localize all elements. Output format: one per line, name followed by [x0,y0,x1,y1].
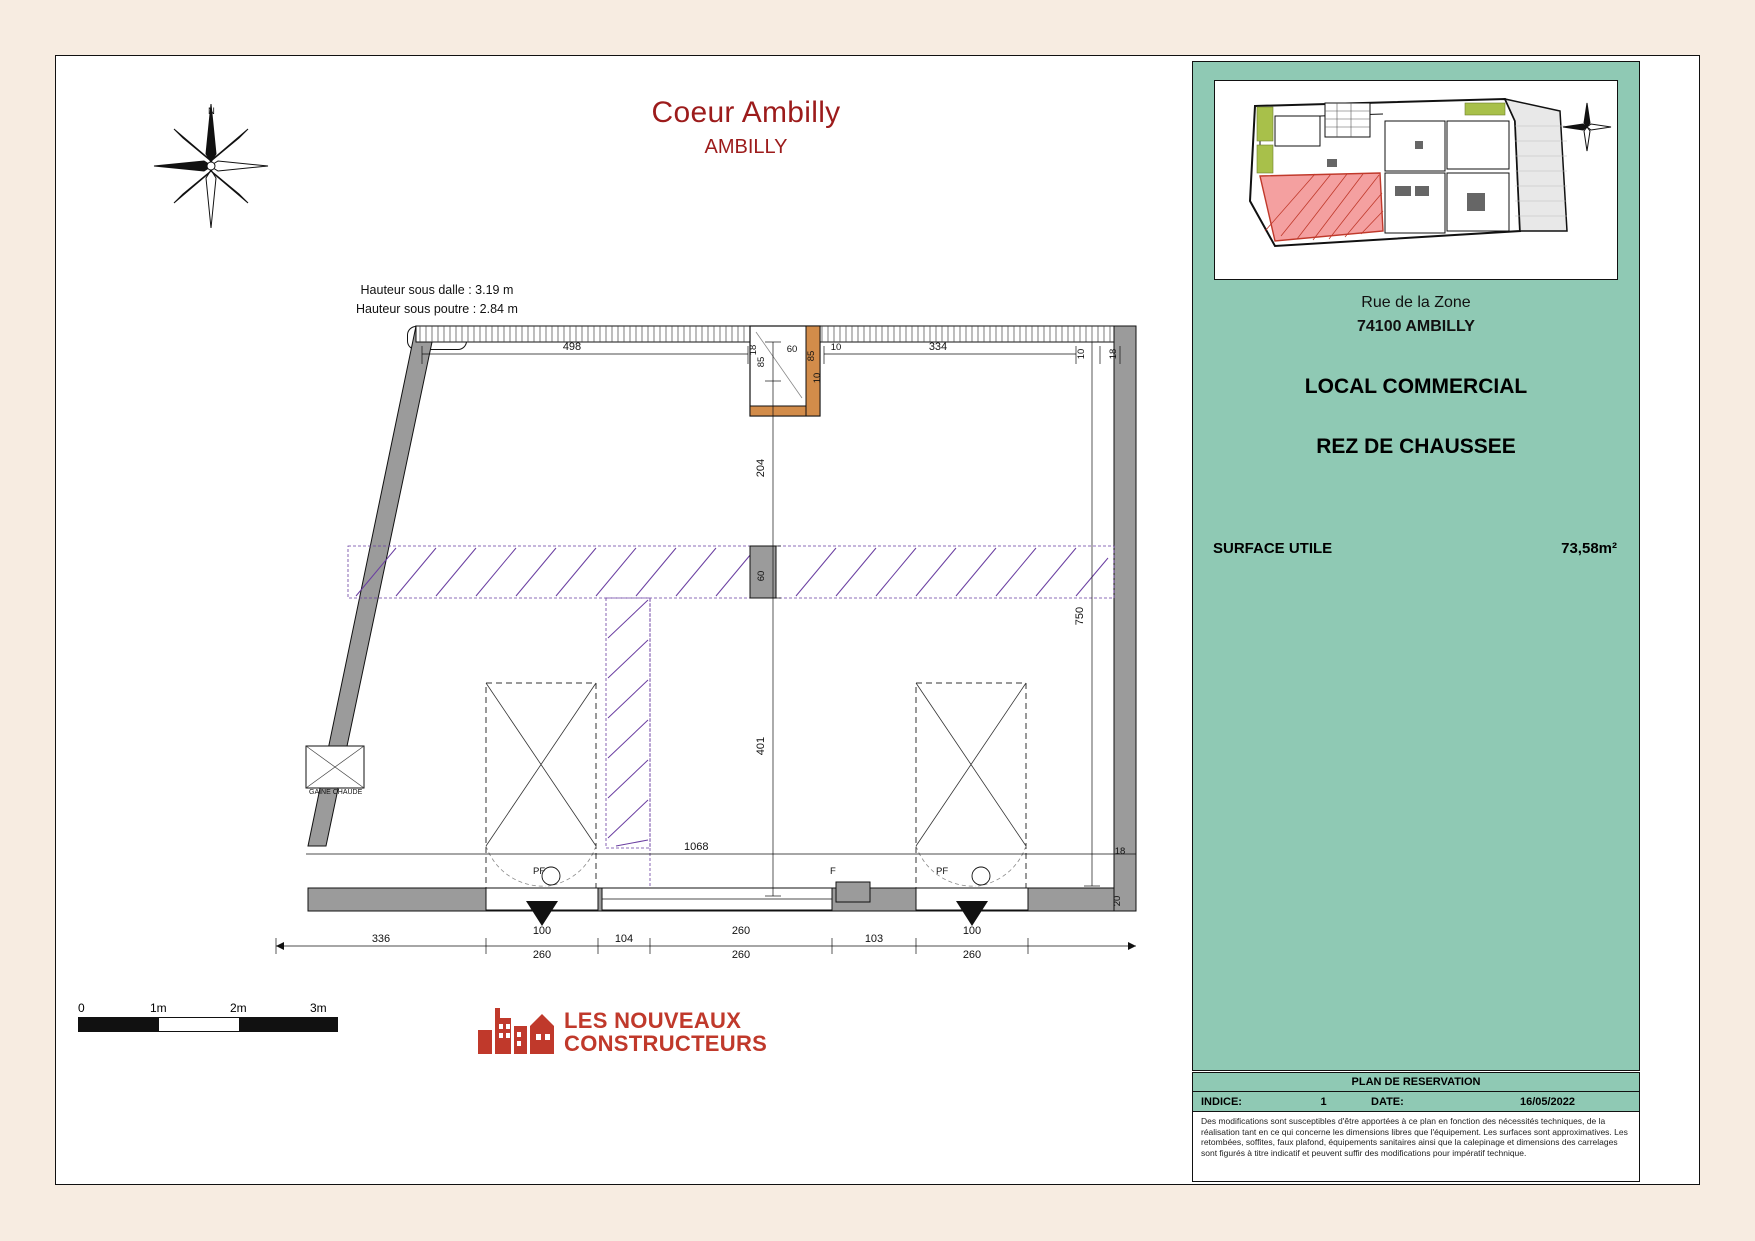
dim-vert-60: 60 [756,570,767,582]
title-block [536,96,956,159]
scale-graphic [78,1017,338,1032]
dim-top-60: 60 [786,344,798,355]
floor-plan [236,246,1166,986]
dim-right-20: 20 [1112,895,1123,907]
indice-label: INDICE: [1201,1095,1242,1108]
compass-rose [146,96,276,236]
indice-value: 1 [1320,1095,1327,1108]
info-panel [1192,61,1640,1071]
f-label-center: F [830,866,836,877]
key-plan [1214,80,1618,280]
dim-bottom-door-right-top: 100 [962,925,982,937]
beam-band-vertical [606,598,650,886]
dim-top-10-a: 10 [812,372,823,384]
dim-bottom-103: 103 [864,933,884,945]
dim-top-498: 498 [562,341,582,353]
beam-band-horizontal [348,546,1114,598]
scale-tick-0: 0 [78,1001,85,1015]
dim-top-10-b: 10 [830,342,842,353]
dim-bottom-104: 104 [614,933,634,945]
reservation-title: PLAN DE RESERVATION [1193,1073,1639,1092]
reservation-note: Des modifications sont susceptibles d'être apportées à ce plan en fonction des nécessités techniques, de la réalisation tant en ce qui concerne les dimensions libres que l'équipement. Les surfaces sont approximatives. Les retombées, soffites, faux plafond, équipements sanitaires ainsi que la calepinage et dimensions des carrelages sont figurés à titre indicatif et peuvent suffir des modifications pour impératif technique. [1201,1116,1628,1158]
panel-heading-level: REZ DE CHAUSSEE [1316,435,1516,458]
dim-bottom-door-left-top: 100 [532,925,552,937]
reservation-block [1192,1072,1640,1182]
address-line-2: 74100 AMBILLY [1357,318,1475,335]
dim-bottom-260-top: 260 [731,925,751,937]
reservation-meta-row [1193,1092,1639,1112]
dim-right-18: 18 [1114,846,1126,857]
scale-tick-2: 2m [230,1001,247,1015]
height-beam-note: Hauteur sous poutre : 2.84 m [356,301,518,316]
address-line-1: Rue de la Zone [1361,294,1471,311]
pf-label-right: PF [936,866,949,877]
surface-value: 73,58m² [1561,540,1617,557]
dim-vert-85: 85 [756,356,767,368]
dim-top-18-right: 18 [1108,348,1119,360]
dim-top-10-right: 10 [1076,348,1087,360]
date-value: 16/05/2022 [1519,1095,1576,1108]
storefront-bay-right [916,683,1026,888]
height-slab-note: Hauteur sous dalle : 3.19 m [360,283,514,297]
logo-text-line2: CONSTRUCTEURS [564,1030,768,1056]
dim-top-18-left: 18 [748,344,759,356]
gaine-chaude-label: GAINE CHAUDE [309,789,363,796]
dim-right-750: 750 [1074,606,1086,626]
drawing-sheet [55,55,1700,1185]
dim-bottom-door-left-bot: 260 [532,949,552,961]
dim-top-85: 85 [806,350,817,362]
surface-label: SURFACE UTILE [1213,540,1333,557]
scale-bar [78,1001,338,1032]
dim-bottom-336: 336 [371,933,391,945]
window-recess [750,326,820,416]
page-title: Coeur Ambilly [651,96,841,129]
dim-vert-204: 204 [755,458,767,478]
pf-label-left: PF [533,866,546,877]
dim-top-334: 334 [928,341,948,353]
date-label: DATE: [1371,1095,1404,1108]
dim-bottom-door-right-bot: 260 [962,949,982,961]
dim-vert-401: 401 [755,736,767,756]
dim-mid-1068: 1068 [684,841,709,853]
svg-text:N: N [208,106,215,117]
logo-mark-icon [476,1004,554,1061]
scale-tick-3: 3m [310,1001,327,1015]
scale-tick-1: 1m [150,1001,167,1015]
company-logo [476,1004,767,1061]
storefront-bay-left [486,683,596,888]
logo-text [564,1010,767,1055]
gaine-chaude-box [306,746,364,796]
panel-heading-type: LOCAL COMMERCIAL [1304,375,1528,398]
logo-text-line1: LES NOUVEAUX [564,1008,742,1034]
dim-bottom-260-bot: 260 [731,949,751,961]
page-subtitle: AMBILLY [704,136,788,158]
